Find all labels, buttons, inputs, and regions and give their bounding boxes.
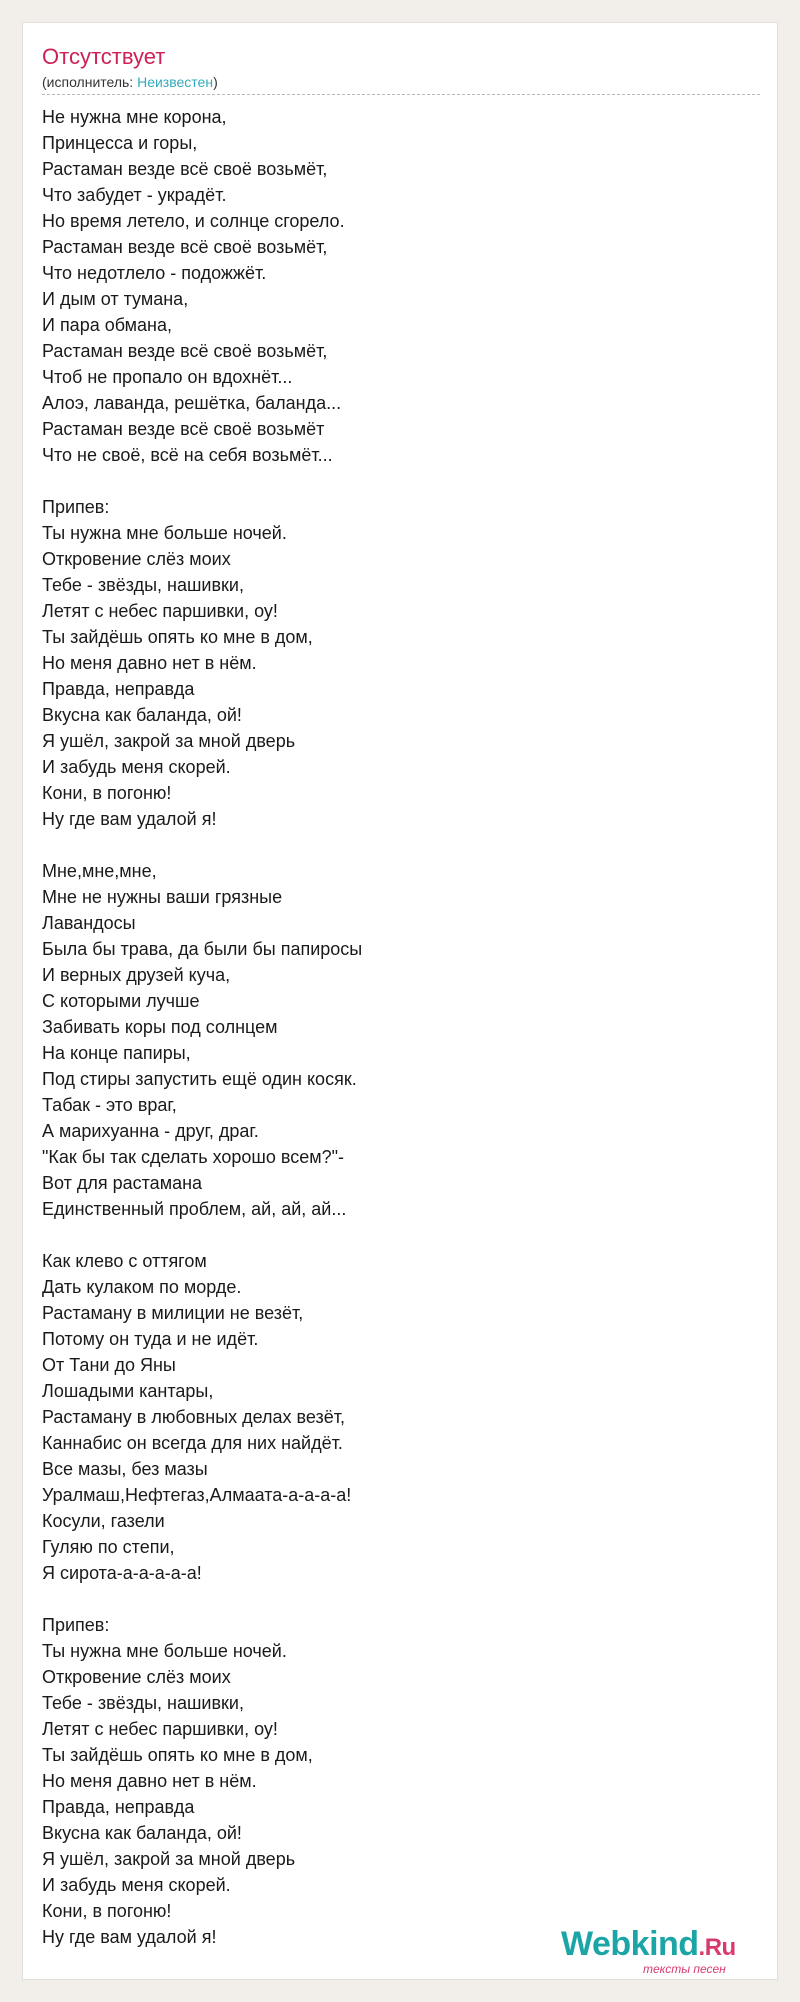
lyric-line: Забивать коры под солнцем [42,1017,278,1037]
lyric-line: Но меня давно нет в нём. [42,653,257,673]
webkind-logo[interactable] [561,1924,776,1984]
lyric-line: Растаман везде всё своё возьмёт, [42,159,328,179]
logo-tld-text: .Ru [698,1934,736,1961]
lyric-line: Правда, неправда [42,679,195,699]
lyric-line: Ты нужна мне больше ночей. [42,1641,287,1661]
lyric-line: Ну где вам удалой я! [42,809,217,829]
lyric-line: Ну где вам удалой я! [42,1927,217,1947]
lyric-line: Я ушёл, закрой за мной дверь [42,1849,296,1869]
lyric-line: Под стиры запустить ещё один косяк. [42,1069,357,1089]
lyrics-card [22,22,778,1980]
artist-line [42,73,218,91]
lyric-line: Откровение слёз моих [42,549,231,569]
lyric-line: Летят с небес паршивки, оу! [42,1719,278,1739]
lyric-line: Что забудет - украдёт. [42,185,227,205]
lyric-line: Кони, в погоню! [42,1901,172,1921]
logo-main-text: Webkind [561,1925,699,1963]
lyric-line: С которыми лучше [42,991,200,1011]
lyric-line: Ты зайдёшь опять ко мне в дом, [42,1745,313,1765]
lyric-line: Чтоб не пропало он вдохнёт... [42,367,293,387]
artist-suffix: ) [213,74,218,90]
lyric-blank-line [42,1586,762,1612]
lyric-line: Припев: [42,497,110,517]
lyric-line: Каннабис он всегда для них найдёт. [42,1433,343,1453]
lyric-line: Гуляю по степи, [42,1537,175,1557]
lyrics-text [42,104,762,1950]
title-divider [42,94,760,95]
lyric-line: А марихуанна - друг, драг. [42,1121,259,1141]
lyric-blank-line [42,1222,762,1248]
lyric-line: И забудь меня скорей. [42,757,231,777]
lyric-line: Что недотлело - подожжёт. [42,263,267,283]
lyric-line: Принцесса и горы, [42,133,198,153]
logo-subtitle: тексты песен [643,1962,726,1976]
lyric-line: Припев: [42,1615,110,1635]
lyric-line: Потому он туда и не идёт. [42,1329,259,1349]
lyric-line: Единственный проблем, ай, ай, ай... [42,1199,347,1219]
lyric-line: Дать кулаком по морде. [42,1277,242,1297]
lyric-line: Тебе - звёзды, нашивки, [42,1693,244,1713]
lyric-line: Откровение слёз моих [42,1667,231,1687]
lyric-line: Как клево с оттягом [42,1251,207,1271]
lyric-line: Лошадыми кантары, [42,1381,214,1401]
lyric-line: Кони, в погоню! [42,783,172,803]
lyric-line: Не нужна мне корона, [42,107,227,127]
lyric-line: И верных друзей куча, [42,965,231,985]
lyric-line: Растаман везде всё своё возьмёт [42,419,325,439]
lyric-line: Растаман везде всё своё возьмёт, [42,237,328,257]
lyric-line: Летят с небес паршивки, оу! [42,601,278,621]
lyric-line: Правда, неправда [42,1797,195,1817]
lyric-line: Но меня давно нет в нём. [42,1771,257,1791]
lyric-line: Вот для растамана [42,1173,203,1193]
artist-link[interactable]: Неизвестен [137,74,214,90]
lyric-line: На конце папиры, [42,1043,191,1063]
lyric-line: Мне,мне,мне, [42,861,157,881]
lyric-line: Ты нужна мне больше ночей. [42,523,287,543]
lyric-line: И дым от тумана, [42,289,189,309]
song-title: Отсутствует [42,44,166,69]
artist-prefix: (исполнитель: [42,74,138,90]
lyric-line: Алоэ, лаванда, решётка, баланда... [42,393,342,413]
lyric-line: Я ушёл, закрой за мной дверь [42,731,296,751]
lyric-line: Уралмаш,Нефтегаз,Алмаата-а-а-а-а! [42,1485,352,1505]
lyric-line: Но время летело, и солнце сгорело. [42,211,345,231]
lyric-blank-line [42,468,762,494]
lyric-line: Ты зайдёшь опять ко мне в дом, [42,627,313,647]
lyric-line: Была бы трава, да были бы папиросы [42,939,363,959]
lyric-line: Мне не нужны ваши грязные [42,887,283,907]
lyric-line: Табак - это враг, [42,1095,177,1115]
lyric-line: Что не своё, всё на себя возьмёт... [42,445,333,465]
lyric-line: Лавандосы [42,913,136,933]
lyric-blank-line [42,832,762,858]
lyric-line: Все мазы, без мазы [42,1459,208,1479]
lyric-line: Растаману в милиции не везёт, [42,1303,304,1323]
lyric-line: Косули, газели [42,1511,165,1531]
lyric-line: И пара обмана, [42,315,172,335]
lyric-line: Вкусна как баланда, ой! [42,1823,242,1843]
lyric-line: И забудь меня скорей. [42,1875,231,1895]
lyric-line: Вкусна как баланда, ой! [42,705,242,725]
lyric-line: Растаман везде всё своё возьмёт, [42,341,328,361]
lyric-line: "Как бы так сделать хорошо всем?"- [42,1147,345,1167]
lyric-line: Растаману в любовных делах везёт, [42,1407,346,1427]
lyric-line: Тебе - звёзды, нашивки, [42,575,244,595]
lyric-line: Я сирота-а-а-а-а-а! [42,1563,202,1583]
lyric-line: От Тани до Яны [42,1355,176,1375]
